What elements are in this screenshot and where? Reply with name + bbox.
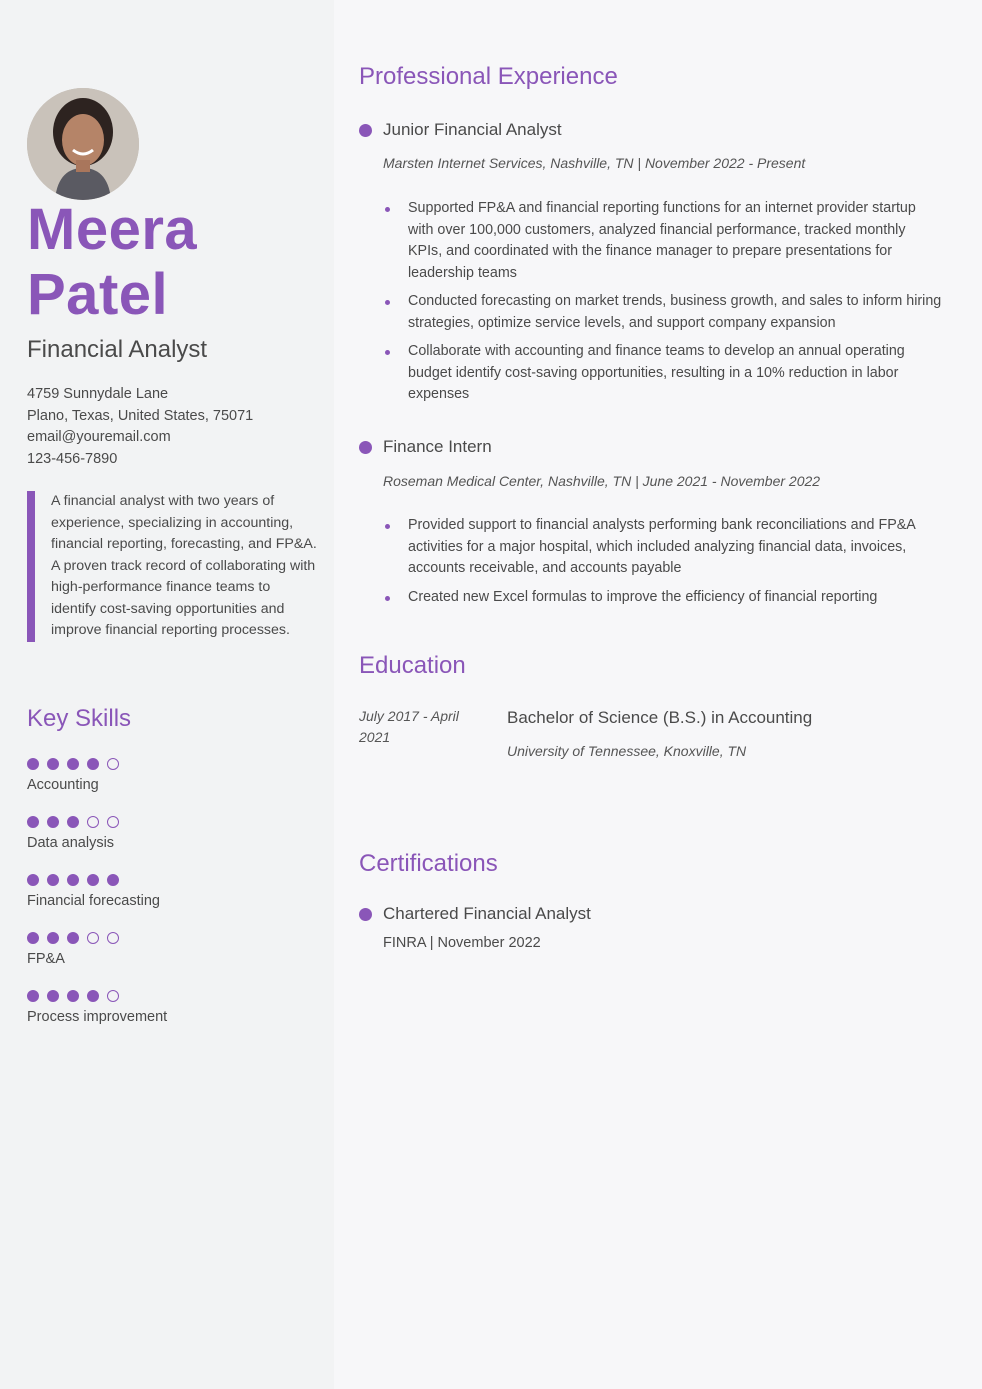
rating-dot-filled-icon bbox=[27, 874, 39, 886]
skill-label: Data analysis bbox=[27, 835, 115, 851]
email: email@youremail.com bbox=[27, 429, 171, 445]
responsibility-item: Collaborate with accounting and finance teams to develop an annual operating budget identify cost-saving opportunities, resulting in a 10% reduction in labor expenses bbox=[383, 341, 943, 406]
last-name: Patel bbox=[27, 262, 169, 327]
job-bullet-icon bbox=[359, 441, 372, 454]
certifications-heading: Certifications bbox=[359, 850, 498, 877]
rating-dot-empty-icon bbox=[107, 932, 119, 944]
contact-info bbox=[27, 384, 253, 470]
responsibility-item: Supported FP&A and financial reporting functions for an internet provider startup with over 100,000 customers, analyzed financial performance, tracked monthly KPIs, and coordinated with the finance manager to prepare presentations for leadership teams bbox=[383, 198, 943, 284]
rating-dot-filled-icon bbox=[47, 932, 59, 944]
responsibility-item: Provided support to financial analysts performing bank reconciliations and FP&A activities for a major hospital, which included analyzing financial data, invoices, accounts receivable, and accounts payable bbox=[383, 515, 943, 580]
rating-dot-filled-icon bbox=[47, 874, 59, 886]
rating-dot-empty-icon bbox=[107, 990, 119, 1002]
job-role: Junior Financial Analyst bbox=[383, 120, 562, 139]
rating-dot-filled-icon bbox=[87, 990, 99, 1002]
experience-heading: Professional Experience bbox=[359, 63, 618, 90]
rating-dot-empty-icon bbox=[107, 816, 119, 828]
rating-dot-filled-icon bbox=[107, 874, 119, 886]
skill-item bbox=[27, 756, 167, 814]
certification-name: Chartered Financial Analyst bbox=[383, 904, 591, 923]
profile-photo bbox=[27, 88, 139, 200]
rating-dot-filled-icon bbox=[67, 816, 79, 828]
rating-dot-filled-icon bbox=[27, 990, 39, 1002]
job-meta: Roseman Medical Center, Nashville, TN | June 2021 - November 2022 bbox=[383, 473, 821, 489]
responsibility-item: Conducted forecasting on market trends, business growth, and sales to inform hiring strategies, optimize service levels, and support company expansion bbox=[383, 291, 943, 334]
job-role: Finance Intern bbox=[383, 437, 492, 456]
rating-dot-filled-icon bbox=[67, 758, 79, 770]
job-responsibilities bbox=[383, 515, 943, 615]
skill-rating bbox=[27, 814, 167, 830]
skills-list bbox=[27, 756, 167, 1046]
education-school: University of Tennessee, Knoxville, TN bbox=[507, 743, 747, 759]
cert-bullet-icon bbox=[359, 908, 372, 921]
phone: 123-456-7890 bbox=[27, 450, 118, 467]
skill-label: Accounting bbox=[27, 777, 99, 793]
rating-dot-empty-icon bbox=[87, 932, 99, 944]
address-line-1: 4759 Sunnydale Lane bbox=[27, 386, 169, 402]
rating-dot-filled-icon bbox=[67, 874, 79, 886]
skill-item bbox=[27, 872, 167, 930]
skills-heading: Key Skills bbox=[27, 705, 132, 732]
rating-dot-filled-icon bbox=[27, 816, 39, 828]
sidebar bbox=[0, 0, 334, 1389]
rating-dot-filled-icon bbox=[47, 990, 59, 1002]
skill-label: Financial forecasting bbox=[27, 893, 160, 909]
skill-rating bbox=[27, 988, 167, 1004]
first-name: Meera bbox=[27, 197, 198, 262]
skill-rating bbox=[27, 756, 167, 772]
rating-dot-filled-icon bbox=[67, 932, 79, 944]
skill-rating bbox=[27, 930, 167, 946]
skill-label: Process improvement bbox=[27, 1009, 168, 1025]
education-date: July 2017 - April 2021 bbox=[359, 708, 459, 745]
education-heading: Education bbox=[359, 652, 466, 679]
main-content bbox=[334, 0, 982, 1389]
rating-dot-filled-icon bbox=[47, 816, 59, 828]
education-degree: Bachelor of Science (B.S.) in Accounting bbox=[507, 708, 813, 727]
rating-dot-filled-icon bbox=[67, 990, 79, 1002]
rating-dot-filled-icon bbox=[87, 758, 99, 770]
address-line-2: Plano, Texas, United States, 75071 bbox=[27, 407, 254, 424]
rating-dot-filled-icon bbox=[87, 874, 99, 886]
responsibility-item: Created new Excel formulas to improve the efficiency of financial reporting bbox=[383, 587, 943, 609]
skill-label: FP&A bbox=[27, 951, 65, 967]
job-bullet-icon bbox=[359, 124, 372, 137]
rating-dot-filled-icon bbox=[27, 758, 39, 770]
rating-dot-filled-icon bbox=[47, 758, 59, 770]
avatar bbox=[27, 88, 139, 200]
skill-item bbox=[27, 988, 167, 1046]
skill-item bbox=[27, 814, 167, 872]
candidate-name bbox=[27, 197, 327, 327]
skill-rating bbox=[27, 872, 167, 888]
summary: A financial analyst with two years of experience, specializing in accounting, financial reporting, forecasting, and FP&A. A proven track record of collaborating with high-performance finance teams to identify cost-saving opportunities and improve financial reporting processes. bbox=[27, 491, 317, 642]
skill-item bbox=[27, 930, 167, 988]
job-meta: Marsten Internet Services, Nashville, TN | November 2022 - Present bbox=[383, 155, 806, 171]
job-responsibilities bbox=[383, 198, 943, 413]
rating-dot-empty-icon bbox=[87, 816, 99, 828]
job-title: Financial Analyst bbox=[27, 336, 208, 363]
rating-dot-empty-icon bbox=[107, 758, 119, 770]
rating-dot-filled-icon bbox=[27, 932, 39, 944]
certification-meta: FINRA | November 2022 bbox=[383, 935, 541, 951]
